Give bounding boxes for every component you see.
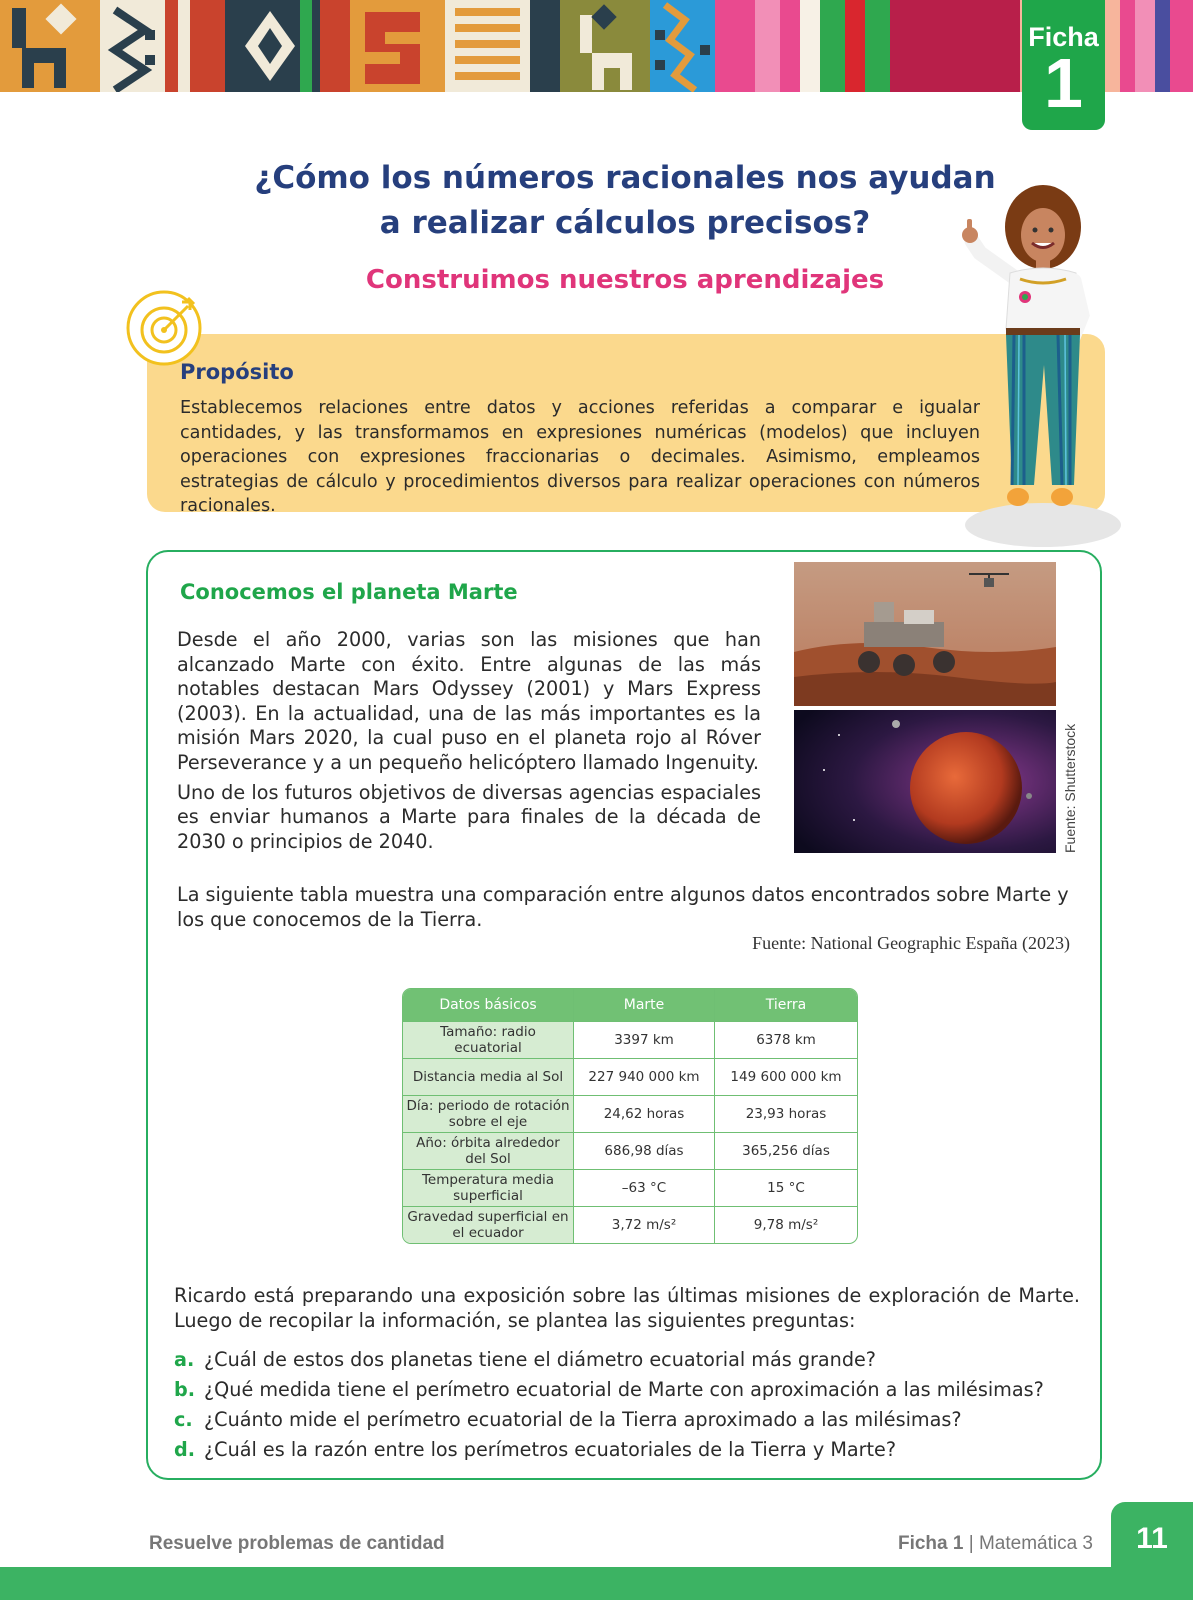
table-row: [403, 1022, 857, 1059]
footer-ficha: Ficha 1: [897, 1533, 964, 1554]
questions-intro: Ricardo está preparando una exposición sobre las últimas misiones de exploración de Marte. Luego de recopilar la información, se plantea las siguientes preguntas:: [174, 1284, 1080, 1332]
mars-value: 227 940 000 km: [574, 1059, 715, 1096]
question-text: ¿Cuánto mide el perímetro ecuatorial de la Tierra aproximado a las milésimas?: [204, 1408, 962, 1431]
table-header-cell: Tierra: [715, 989, 857, 1022]
earth-value: 23,93 horas: [715, 1096, 857, 1133]
mars-paragraph-1: Desde el año 2000, varias son las misiones que han alcanzado Marte con éxito. Entre algunas de las más notables destacan Mars Odyssey (2001) y Mars Express (2003). En la actualidad, una de las más importantes es la misión Mars 2020, la cual puso en el planeta rojo al Róver Perseverance y a un pequeño helicóptero llamado Ingenuity.: [177, 628, 761, 774]
footer-competency: Resuelve problemas de cantidad: [149, 1533, 445, 1554]
table-row: [403, 1170, 857, 1207]
title-line-2: a realizar cálculos precisos?: [379, 205, 871, 241]
proposito-text: Establecemos relaciones entre datos y acciones referidas a comparar e igualar cantidades, y las transformamos en expresiones numéricas (modelos) que incluyen operaciones con expresiones fraccionarias o decimales. Asimismo, empleamos estrategias de cálculo y procedimientos diversos para realizar operaciones con números racionales.: [180, 398, 980, 516]
question-text: ¿Cuál de estos dos planetas tiene el diámetro ecuatorial más grande?: [204, 1348, 876, 1371]
row-label: Año: órbita alrededor del Sol: [403, 1133, 574, 1170]
table-row: [403, 1059, 857, 1096]
teacher-illustration: [958, 185, 1123, 550]
mars-earth-table: [402, 988, 858, 1244]
mars-value: 24,62 horas: [574, 1096, 715, 1133]
list-item: [174, 1345, 1044, 1375]
table-row: [403, 1133, 857, 1170]
earth-value: 149 600 000 km: [715, 1059, 857, 1096]
question-letter: d.: [174, 1438, 196, 1461]
mars-value: 686,98 días: [574, 1133, 715, 1170]
list-item: [174, 1405, 1044, 1435]
page-number: 11: [1111, 1502, 1193, 1600]
question-letter: a.: [174, 1348, 195, 1371]
title-line-1: ¿Cómo los números racionales nos ayudan: [254, 160, 996, 196]
table-header-cell: Marte: [574, 989, 715, 1022]
earth-value: 9,78 m/s²: [753, 1217, 819, 1233]
mars-paragraph-2: Uno de los futuros objetivos de diversas agencias espaciales es enviar humanos a Marte para finales de la década de 2030 o principios de 2040.: [177, 780, 761, 853]
question-letter: b.: [174, 1378, 196, 1401]
table-header-cell: Datos básicos: [403, 989, 574, 1022]
ficha-number: 1: [1044, 44, 1083, 122]
section-subtitle: Construimos nuestros aprendizajes: [365, 265, 885, 295]
earth-value: 365,256 días: [715, 1133, 857, 1170]
table-intro-text: La siguiente tabla muestra una comparación entre algunos datos encontrados sobre Marte y los que conocemos de la Tierra.: [177, 883, 1069, 931]
mars-planet-photo: [794, 710, 1056, 853]
row-label: Temperatura media superficial: [403, 1170, 574, 1207]
target-icon: [126, 290, 202, 366]
footer-reference: [898, 1533, 1093, 1555]
image-source-credit: Fuente: Shutterstock: [1062, 723, 1078, 853]
mars-intro-text: [177, 628, 761, 859]
question-letter: c.: [174, 1408, 193, 1431]
questions-list: [174, 1345, 1044, 1465]
ficha-badge: [1022, 0, 1105, 130]
question-text: ¿Cuál es la razón entre los perímetros ecuatoriales de la Tierra y Marte?: [204, 1438, 897, 1461]
page-title: [240, 156, 1010, 246]
mars-value: 3,72 m/s²: [574, 1207, 715, 1243]
row-label: Día: periodo de rotación sobre el eje: [403, 1096, 574, 1133]
question-text: ¿Qué medida tiene el perímetro ecuatorial de Marte con aproximación a las milésimas?: [204, 1378, 1044, 1401]
rover-photo: [794, 562, 1056, 706]
footer-bar: [0, 1567, 1193, 1600]
decorative-textile-band: [0, 0, 1193, 92]
mars-section-title: Conocemos el planeta Marte: [180, 580, 518, 604]
list-item: [174, 1435, 1044, 1465]
footer-separator: |: [968, 1533, 974, 1554]
row-label: Distancia media al Sol: [403, 1059, 574, 1096]
ficha-label: Ficha: [1028, 22, 1099, 52]
row-label: Tamaño: radio ecuatorial: [403, 1022, 574, 1059]
footer-subject: Matemática 3: [978, 1533, 1093, 1554]
mars-value: –63 °C: [574, 1170, 715, 1207]
row-label: Gravedad superficial en el ecuador: [403, 1207, 574, 1243]
proposito-heading: Propósito: [180, 360, 294, 384]
mars-value: 3397 km: [574, 1022, 715, 1059]
data-source-credit: Fuente: National Geographic España (2023): [752, 933, 1070, 953]
earth-value: 6378 km: [715, 1022, 857, 1059]
list-item: [174, 1375, 1044, 1405]
earth-value: 15 °C: [715, 1170, 857, 1207]
table-row: [403, 1096, 857, 1133]
table-row: [403, 1207, 857, 1243]
